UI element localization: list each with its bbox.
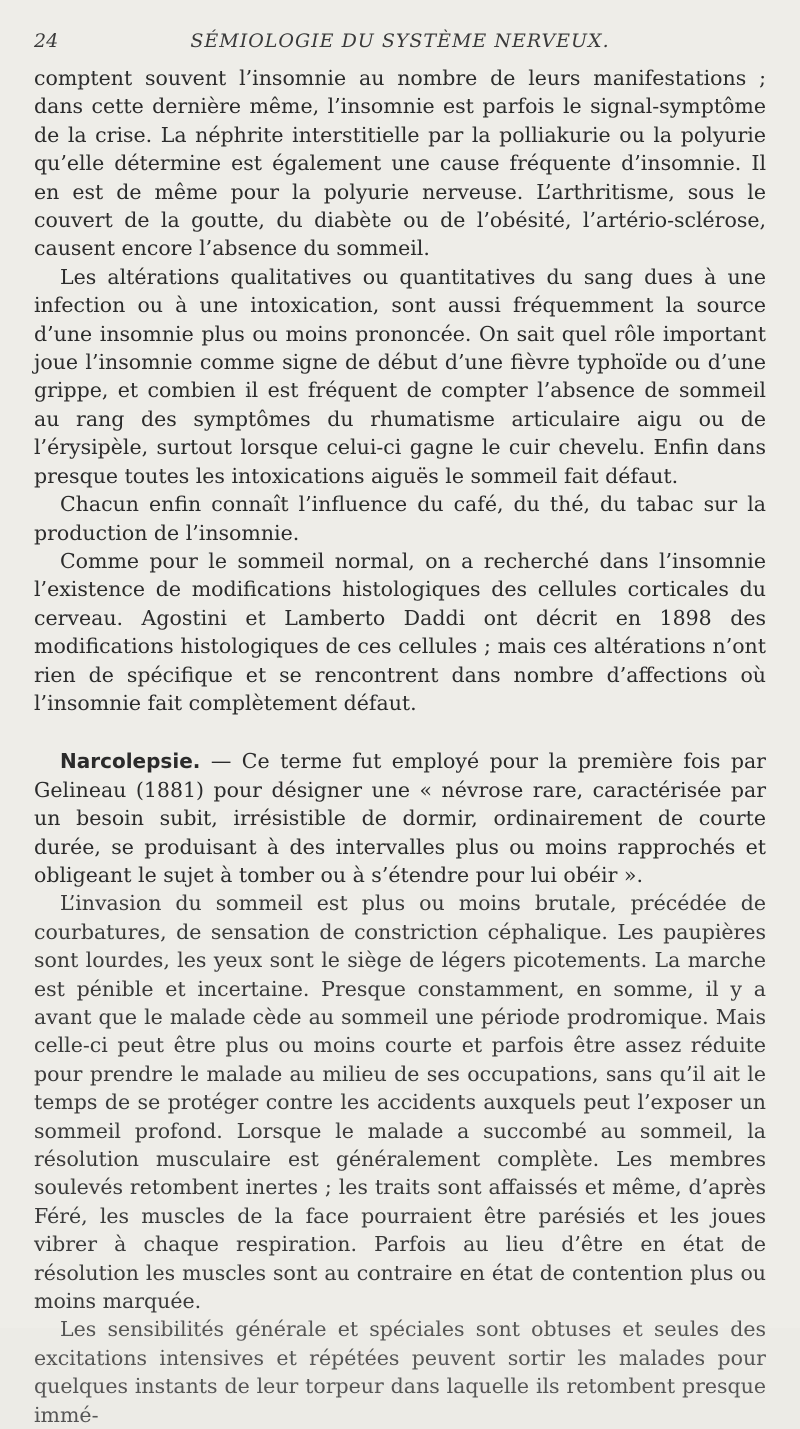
paragraph-cafe-the-tabac: Chacun enfin connaît l’influence du café, du thé, du tabac sur la production de l’insomnie.: [34, 492, 766, 545]
section-spacer: [34, 717, 766, 747]
page-number: 24: [34, 30, 59, 52]
body-text: [34, 64, 766, 1429]
paragraph-sensibilites: Les sensibilités générale et spéciales sont obtuses et seules des excitations intensives et répétées peuvent sortir les malades pour quelques instants de leur torpeur dans laquelle ils retombent presque immé-: [34, 1317, 766, 1427]
page-header: [34, 24, 766, 54]
paragraph-continuation: comptent souvent l’insomnie au nombre de leurs manifestations ; dans cette dernière même, l’insomnie est parfois le signal-symptôme de la crise. La néphrite interstitielle par la polliakurie ou la polyurie qu’elle détermine est également une cause fréquente d’insomnie. Il en est de même pour la polyurie nerveuse. L’arthritisme, sous le couvert de la goutte, du diabète ou de l’obésité, l’artério-sclérose, causent encore l’absence du sommeil.: [34, 66, 766, 261]
narcolepsie-intro-paragraph: [34, 747, 766, 889]
paragraph-invasion-sommeil: L’invasion du sommeil est plus ou moins brutale, précédée de courbatures, de sensation de constriction céphalique. Les paupières sont lourdes, les yeux sont le siège de légers picotements. La marche est pénible et incertaine. Presque constamment, en somme, il y a avant que le malade cède au sommeil une période prodromique. Mais celle-ci peut être plus ou moins courte et parfois être assez réduite pour prendre le malade au milieu de ses occupations, sans qu’il ait le temps de se protéger contre les accidents auxquels peut l’exposer un sommeil profond. Lorsque le malade a succombé au sommeil, la résolution musculaire est généralement complète. Les membres soulevés retombent inertes ; les traits sont affaissés et même, d’après Féré, les muscles de la face pourraient être parésiés et les joues vibrer à chaque respiration. Parfois au lieu d’être en état de résolution les muscles sont au contraire en état de contention plus ou moins marquée.: [34, 891, 766, 1314]
running-title: SÉMIOLOGIE DU SYSTÈME NERVEUX.: [190, 30, 610, 52]
paragraph-histology: Comme pour le sommeil normal, on a recherché dans l’insomnie l’existence de modifications histologiques des cellules corticales du cerveau. Agostini et Lamberto Daddi ont décrit en 1898 des modifications histologiques de ces cellules ; mais ces altérations n’ont rien de spécifique et se rencontrent dans nombre d’affections où l’insomnie fait complètement défaut.: [34, 548, 766, 715]
section-title-narcolepsie: Narcolepsie.: [60, 749, 201, 774]
paragraph-blood-alterations: Les altérations qualitatives ou quantitatives du sang dues à une infection ou à une intoxication, sont aussi fréquemment la source d’une insomnie plus ou moins prononcée. On sait quel rôle important joue l’insomnie comme signe de début d’une fièvre typhoïde ou d’une grippe, et combien il est fréquent de compter l’absence de sommeil au rang des symptômes du rhumatisme articulaire aigu ou de l’érysipèle, surtout lorsque celui-ci gagne le cuir chevelu. Enfin dans presque toutes les intoxications aiguës le sommeil fait défaut.: [34, 264, 766, 488]
narcolepsie-intro-text: — Ce terme fut employé pour la première fois par Gelineau (1881) pour désigner une « névrose rare, caractérisée par un besoin subit, irrésistible de dormir, ordinairement de courte durée, se produisant à des intervalles plus ou moins rapprochés et obligeant le sujet à tomber ou à s’étendre pour lui obéir ».: [34, 749, 766, 887]
